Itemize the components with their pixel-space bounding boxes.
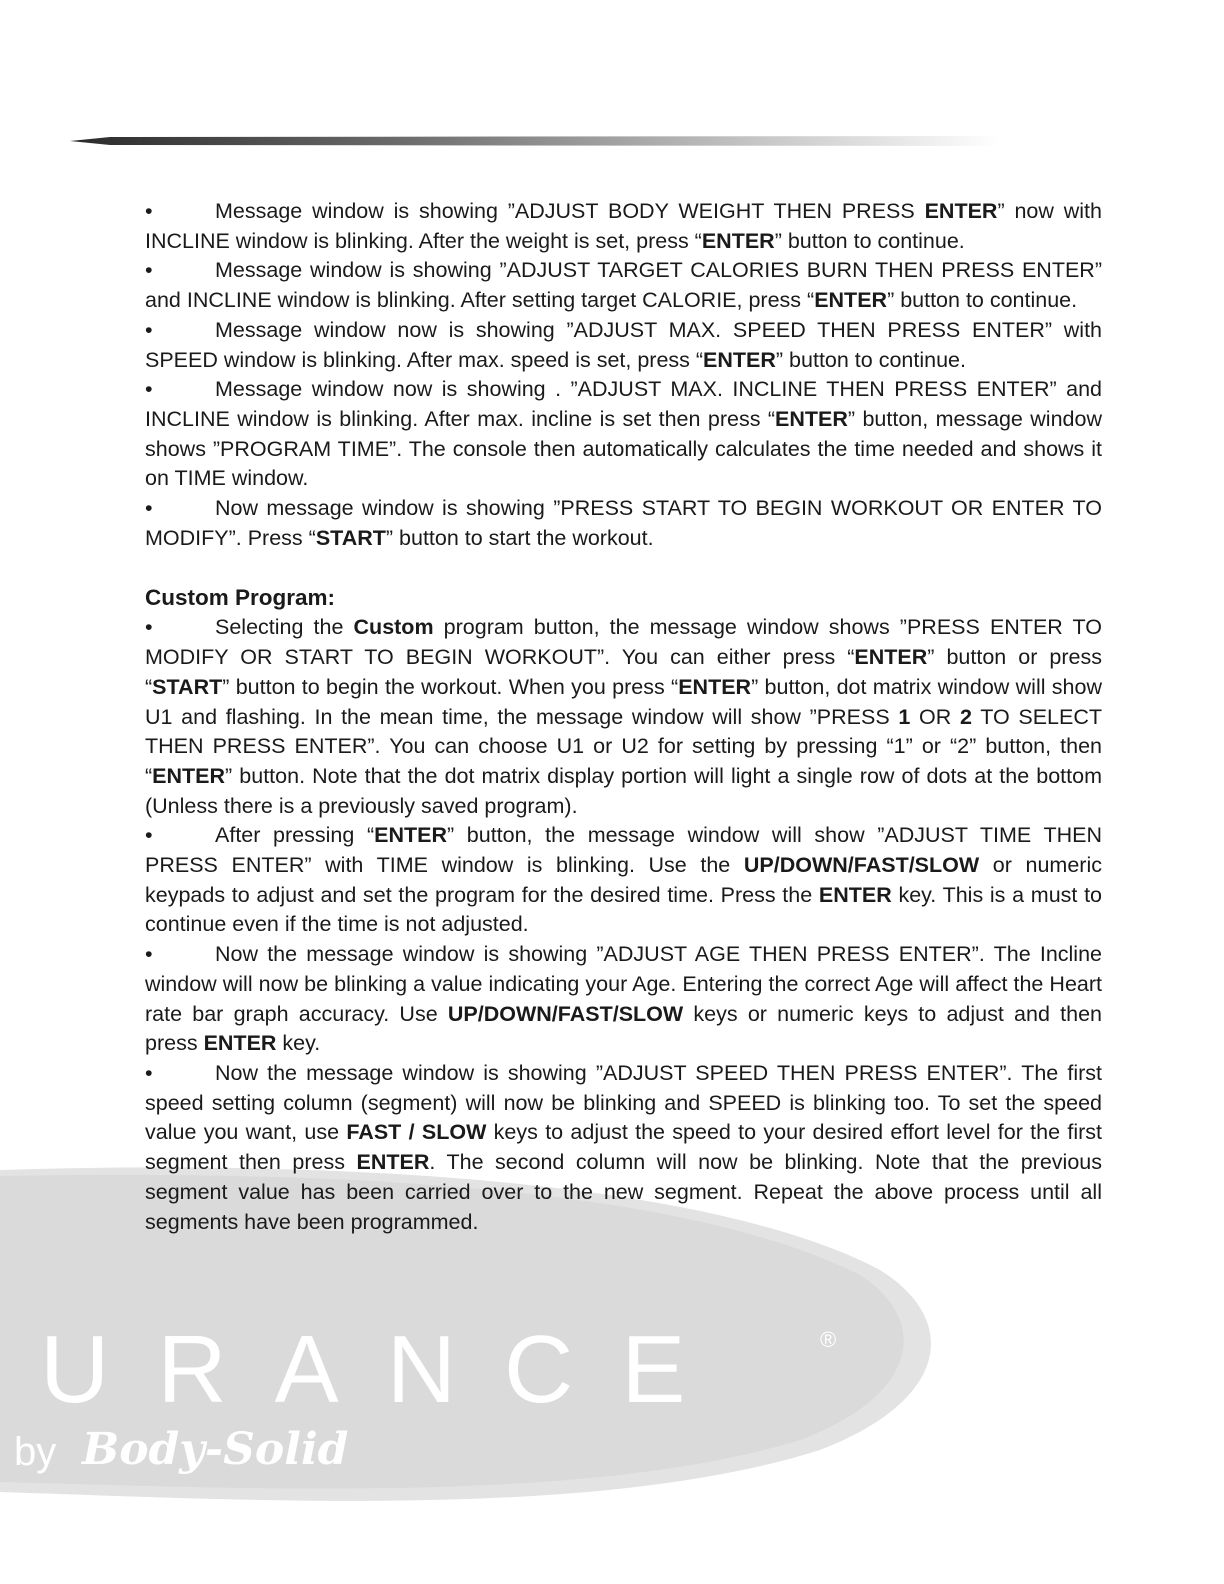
text-run: After pressing “ xyxy=(215,823,375,848)
bold-text: UP/DOWN/FAST/SLOW xyxy=(743,853,980,878)
bullet-marker: • xyxy=(145,199,153,223)
text-run: Selecting the xyxy=(215,615,354,640)
bold-text: START xyxy=(152,674,223,699)
bold-text: 1 xyxy=(898,704,911,729)
text-run: ” button. Note that the dot matrix display portion will light a single row of dots at the bottom (Unless there is a previously saved program). xyxy=(145,763,1102,818)
text-run: ” button to continue. xyxy=(774,228,965,253)
text-run: ” button to begin the workout. When you press “ xyxy=(222,674,679,699)
text-run: ” now with INCLINE window is blinking. After the weight is set, press “ xyxy=(145,199,1102,253)
bullet-marker: • xyxy=(145,1060,153,1085)
bullet-marker: • xyxy=(145,258,153,283)
text-run: TO SELECT THEN PRESS ENTER”. You can choose U1 or U2 for setting by pressing “1” or “2” button, then “ xyxy=(145,704,1102,788)
bullet-marker: • xyxy=(145,496,153,521)
text-run: Message window now is showing . ”ADJUST MAX. INCLINE THEN PRESS ENTER” and INCLINE window is blinking. After max. incline is set then press “ xyxy=(145,377,1102,431)
bullet-marker: • xyxy=(145,823,153,848)
bold-text: ENTER xyxy=(374,823,447,848)
text-run: keys or numeric keys to adjust and then press xyxy=(145,1001,1103,1056)
bullet-item xyxy=(145,613,1102,821)
bold-text: FAST / SLOW xyxy=(346,1120,487,1145)
bullet-list-2 xyxy=(145,613,1102,1237)
text-run: keys to adjust the speed to your desired effort level for the first segment then press xyxy=(145,1120,1103,1175)
text-run: program button, the message window shows ”PRESS ENTER TO MODIFY OR START TO BEGIN WORKOUT”. You can either press “ xyxy=(145,615,1102,670)
bullet-item xyxy=(145,197,1102,256)
text-run: Now message window is showing ”PRESS START TO BEGIN WORKOUT OR ENTER TO MODIFY”. Press “ xyxy=(145,496,1102,550)
text-run: Now the message window is showing ”ADJUST SPEED THEN PRESS ENTER”. The first speed setting column (segment) will now be blinking and SPEED is blinking too. To set the speed value you want, use xyxy=(145,1060,1102,1145)
bullet-item xyxy=(145,256,1102,315)
bullet-marker: • xyxy=(145,317,153,342)
bold-text: ENTER xyxy=(775,406,848,431)
bold-text: ENTER xyxy=(818,882,892,907)
bold-text: ENTER xyxy=(814,288,888,313)
bold-text: Custom xyxy=(353,615,434,640)
text-run: ” button, dot matrix window will show U1 and flashing. In the mean time, the message window will show ”PRESS xyxy=(145,674,1102,729)
bold-text: 2 xyxy=(959,704,972,729)
text-run: ” button to continue. xyxy=(887,288,1078,313)
bold-text: ENTER xyxy=(701,228,775,253)
document-body xyxy=(145,197,1102,1237)
logo-brand: Body-Solid xyxy=(82,1424,349,1475)
text-run: key. This is a must to continue even if the time is not adjusted. xyxy=(145,882,1102,937)
bullet-item xyxy=(145,494,1102,553)
text-run: ” button, message window shows ”PROGRAM TIME”. The console then automatically calculates the time needed and shows it on TIME window. xyxy=(145,406,1102,491)
registered-mark: ® xyxy=(820,1327,837,1352)
bullet-item xyxy=(145,1059,1102,1237)
section-heading: Custom Program: xyxy=(145,585,336,611)
bullet-marker: • xyxy=(145,615,153,640)
text-run: ” button to start the workout. xyxy=(385,525,654,550)
bullet-item xyxy=(145,821,1102,940)
bullet-item xyxy=(145,940,1102,1059)
bullet-item xyxy=(145,375,1102,494)
text-run: ” button or press “ xyxy=(145,645,1102,699)
bold-text: ENTER xyxy=(203,1031,277,1056)
logo-word: URANCE xyxy=(40,1316,734,1423)
text-run: . The second column will now be blinking. Note that the previous segment value has been carried over to the new segment. Repeat the above process until all segments have been programmed. xyxy=(145,1150,1102,1234)
logo-by: by xyxy=(14,1430,57,1474)
text-run: or numeric keypads to adjust and set the program for the desired time. Press the xyxy=(145,853,1102,907)
bullet-marker: • xyxy=(145,942,153,967)
text-run: key. xyxy=(276,1031,321,1056)
text-run: ” button, the message window will show ”ADJUST TIME THEN PRESS ENTER” with TIME window is blinking. Use the xyxy=(145,823,1102,878)
bold-text: UP/DOWN/FAST/SLOW xyxy=(447,1001,684,1026)
bold-text: ENTER xyxy=(703,347,776,372)
bold-text: ENTER xyxy=(152,763,226,788)
bold-text: ENTER xyxy=(924,199,998,223)
bold-text: START xyxy=(315,525,386,550)
bullet-marker: • xyxy=(145,377,153,402)
bullet-list-1 xyxy=(145,197,1102,553)
text-run: Message window is showing ”ADJUST BODY WEIGHT THEN PRESS xyxy=(215,199,925,223)
text-run: Message window is showing ”ADJUST TARGET CALORIES BURN THEN PRESS ENTER” and INCLINE window is blinking. After setting target CALORIE, press “ xyxy=(145,258,1102,313)
bullet-item xyxy=(145,316,1102,375)
text-run: Message window now is showing ”ADJUST MAX. SPEED THEN PRESS ENTER” with SPEED window is blinking. After max. speed is set, press “ xyxy=(145,317,1102,372)
text-run: ” button to continue. xyxy=(775,347,966,372)
text-run: Now the message window is showing ”ADJUST AGE THEN PRESS ENTER”. The Incline window will now be blinking a value indicating your Age. Entering the correct Age will affect the Heart rate bar graph accuracy. Use xyxy=(145,942,1102,1026)
text-run: OR xyxy=(910,704,960,729)
bold-text: ENTER xyxy=(356,1150,430,1175)
bold-text: ENTER xyxy=(854,645,928,670)
bold-text: ENTER xyxy=(678,674,752,699)
